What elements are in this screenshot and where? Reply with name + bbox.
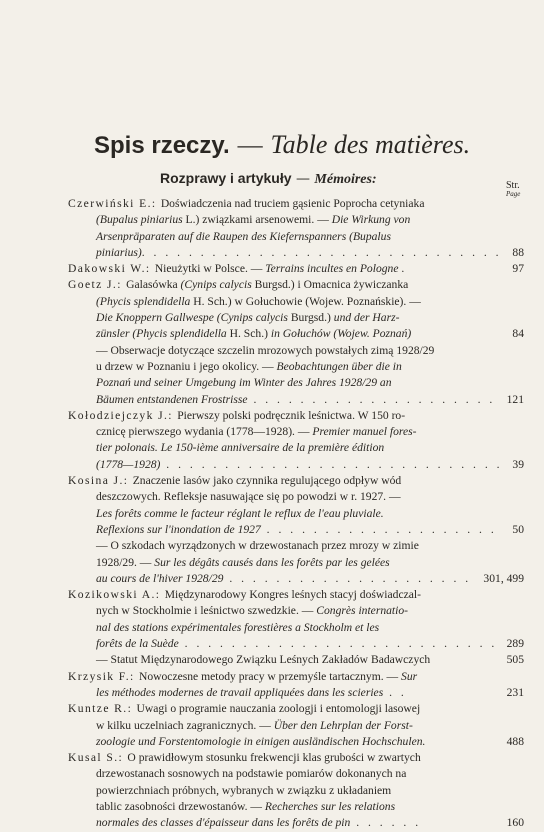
page-number: 88 bbox=[512, 245, 524, 259]
toc-line bbox=[68, 392, 524, 408]
toc-entry bbox=[68, 343, 524, 408]
leader-dots: . . . . . . . . . . . . . . . . . . . . . bbox=[247, 392, 496, 406]
entry-text-italic: piniarius) bbox=[96, 245, 142, 259]
toc-line bbox=[68, 799, 524, 815]
toc-line bbox=[68, 310, 524, 326]
entry-text-italic: tier polonais. Le 150-ième anniversaire de la première édition bbox=[96, 441, 385, 455]
entry-text: — Obserwacje dotyczące szczelin mrozowych powstałych zimą 1928/29 bbox=[96, 343, 435, 357]
toc-entry bbox=[68, 701, 524, 750]
entry-text: Galasówka bbox=[126, 278, 181, 292]
entry-text-italic: Bäumen entstandenen Frostrisse bbox=[96, 392, 248, 406]
toc-entry bbox=[68, 473, 524, 538]
entry-text: — O szkodach wyrządzonych w drzewostanach przez mrozy w zimie bbox=[96, 539, 419, 553]
entry-text-italic: nal des stations expérimentales forestières a Stockholm et les bbox=[96, 620, 380, 634]
leader-dots: . . . . . . . . . . . . . . . . . . . . . bbox=[223, 571, 472, 585]
toc-line bbox=[68, 294, 524, 310]
entry-text-italic: au cours de l'hiver 1928/29 bbox=[96, 571, 224, 585]
author-name: Kozikowski A.: bbox=[68, 588, 165, 602]
entry-text: nych w Stockholmie i leśnictwo szwedzkie. — bbox=[96, 604, 317, 618]
page-number: 488 bbox=[506, 734, 524, 748]
entry-text: Uwagi o programie nauczania zoologji i entomologji lasowej bbox=[136, 702, 421, 716]
toc-entry bbox=[68, 277, 524, 342]
author-name: Czerwiński E.: bbox=[68, 197, 161, 210]
author-name: Kołodziejczyk J.: bbox=[68, 408, 178, 422]
entry-text-italic: Recherches sur les relations bbox=[264, 799, 396, 813]
section-polish: Rozprawy i artykuły bbox=[160, 170, 292, 186]
toc-line bbox=[68, 652, 524, 668]
toc-line bbox=[68, 766, 524, 782]
entry-text: — Statut Międzynarodowego Związku Leśnych Zakładów Badawczych bbox=[96, 653, 431, 667]
toc-line bbox=[68, 440, 524, 456]
entry-text: Burgsd.) i Omacnica żywiczanka bbox=[251, 278, 409, 292]
toc-line bbox=[68, 212, 524, 228]
toc-line bbox=[68, 815, 524, 831]
entry-text: w kilku uczelniach zagranicznych. — bbox=[96, 718, 274, 732]
toc-entry bbox=[68, 587, 524, 652]
entry-text: powierzchniach próbnych, wybranych w związku z układaniem bbox=[96, 783, 392, 797]
toc-line bbox=[68, 555, 524, 571]
toc-line bbox=[68, 538, 524, 554]
entry-text: Burgsd.) bbox=[287, 311, 334, 325]
leader-dots: . . . . . . bbox=[350, 816, 422, 830]
toc-line bbox=[68, 603, 524, 619]
toc-line bbox=[68, 457, 524, 473]
toc-line bbox=[68, 196, 524, 212]
entry-text-italic: Congrès internatio- bbox=[316, 604, 409, 618]
toc-line bbox=[68, 277, 524, 293]
toc-entry bbox=[68, 408, 524, 473]
entry-text-italic: Poznań und seiner Umgebung im Winter des Jahres 1928/29 an bbox=[96, 376, 392, 390]
entry-text-italic: les méthodes modernes de travail appliquées dans les scieries bbox=[96, 685, 384, 699]
entry-text-italic: zünsler (Phycis splendidella bbox=[96, 327, 227, 341]
leader-dots: . . . . . . . . . . . . . . . . . . . . . . . . . . . bbox=[178, 637, 498, 651]
section-heading bbox=[160, 170, 460, 188]
toc-line bbox=[68, 424, 524, 440]
entry-text-italic: zoologie und Forstentomologie in einigen ausländischen Hochschulen. bbox=[96, 734, 426, 748]
entry-text-italic: Les forêts comme le facteur réglant le reflux de l'eau pluviale. bbox=[96, 506, 384, 520]
title-dash: — bbox=[237, 132, 263, 159]
leader-dots: . . . . . . . . . . . . . . . . . . . . . . . . . . . . . bbox=[160, 457, 503, 471]
entry-text: cznicę pierwszego wydania (1778—1928). — bbox=[96, 425, 313, 439]
toc-line bbox=[68, 685, 524, 701]
author-name: Kusal S.: bbox=[68, 751, 128, 765]
page-number: 97 bbox=[512, 262, 524, 276]
entry-text-italic: (Cynips calycis bbox=[180, 278, 252, 292]
page-title bbox=[94, 130, 504, 160]
page-number: 50 bbox=[512, 522, 524, 536]
entry-text-italic: (1778—1928) bbox=[96, 457, 161, 471]
toc-line bbox=[68, 620, 524, 636]
author-name: Kuntze R.: bbox=[68, 702, 137, 716]
toc-entry bbox=[68, 538, 524, 587]
toc-line bbox=[68, 261, 524, 277]
page-number: 289 bbox=[506, 637, 524, 651]
entry-text-italic: Terrains incultes en Pologne bbox=[265, 262, 399, 276]
toc-line bbox=[68, 375, 524, 391]
toc-entry bbox=[68, 750, 524, 831]
page-number: 301, 499 bbox=[483, 571, 524, 585]
toc-line bbox=[68, 326, 524, 342]
section-french: Mémoires: bbox=[314, 172, 377, 187]
entry-text: Pierwszy polski podręcznik leśnictwa. W 150 ro- bbox=[177, 408, 406, 422]
page-number: 121 bbox=[506, 392, 524, 406]
toc-line bbox=[68, 343, 524, 359]
table-of-contents bbox=[68, 196, 524, 832]
entry-text-italic: Beobachtungen über die in bbox=[276, 359, 402, 373]
leader-dots: . . . . . . . . . . . . . . . . . . . . . . . . . . . . . . . bbox=[141, 245, 502, 259]
page-number: 231 bbox=[506, 685, 524, 699]
entry-text: L.) związkami arsenowemi. — bbox=[182, 213, 332, 227]
entry-text-italic: Die Knoppern Gallwespe (Cynips calycis bbox=[96, 311, 288, 325]
title-polish: Spis rzeczy. bbox=[94, 132, 230, 159]
toc-entry bbox=[68, 261, 524, 277]
entry-text-italic: (Bupalus piniarius bbox=[96, 213, 183, 227]
toc-line bbox=[68, 669, 524, 685]
leader-dots: . . bbox=[383, 685, 407, 699]
toc-line bbox=[68, 489, 524, 505]
leader-dots: . bbox=[398, 262, 405, 276]
entry-text-italic: Premier manuel fores- bbox=[312, 425, 417, 439]
toc-entry bbox=[68, 652, 524, 668]
toc-line bbox=[68, 522, 524, 538]
page-number: 39 bbox=[512, 457, 524, 471]
entry-text-italic: Die Wirkung von bbox=[331, 213, 411, 227]
author-name: Kosina J.: bbox=[68, 474, 133, 488]
entry-text-italic: Arsenpräparaten auf die Raupen des Kiefernspanners (Bupalus bbox=[96, 229, 391, 243]
toc-line bbox=[68, 408, 524, 424]
toc-entry bbox=[68, 196, 524, 261]
section-dash: — bbox=[295, 171, 310, 187]
author-name: Dakowski W.: bbox=[68, 262, 155, 276]
toc-line bbox=[68, 750, 524, 766]
entry-text: H. Sch.) bbox=[226, 327, 271, 341]
entry-text: Znaczenie lasów jako czynnika regulującego odpływ wód bbox=[132, 474, 402, 488]
entry-text: 1928/29. — bbox=[96, 555, 155, 569]
toc-line bbox=[68, 718, 524, 734]
entry-text-italic: Sur bbox=[401, 669, 418, 683]
entry-text: drzewostanach sosnowych na podstawie pomiarów dokonanych na bbox=[96, 767, 407, 781]
page-number: 160 bbox=[506, 816, 524, 830]
toc-line bbox=[68, 734, 524, 750]
toc-line bbox=[68, 245, 524, 261]
toc-line bbox=[68, 701, 524, 717]
entry-text: O prawidłowym stosunku frekwencji klas grubości w zwartych bbox=[127, 751, 421, 765]
toc-line bbox=[68, 571, 524, 587]
toc-line bbox=[68, 359, 524, 375]
entry-text: Doświadczenia nad truciem gąsienic Poprocha cetyniaka bbox=[160, 197, 425, 210]
toc-line bbox=[68, 587, 524, 603]
toc-line bbox=[68, 506, 524, 522]
author-name: Goetz J.: bbox=[68, 278, 127, 292]
page-number: 505 bbox=[506, 653, 524, 667]
leader-dots: . . . . . . . . . . . . . . . . . . . . bbox=[260, 522, 497, 536]
entry-text: Nieużytki w Polsce. — bbox=[154, 262, 266, 276]
entry-text-italic: forêts de la Suède bbox=[96, 637, 179, 651]
toc-line bbox=[68, 636, 524, 652]
title-french: Table des matières. bbox=[270, 130, 471, 159]
toc-line bbox=[68, 473, 524, 489]
page-number: 84 bbox=[512, 327, 524, 341]
toc-line bbox=[68, 229, 524, 245]
entry-text-italic: normales des classes d'épaisseur dans les forêts de pin bbox=[96, 816, 351, 830]
entry-text-italic: Über den Lehrplan der Forst- bbox=[273, 718, 413, 732]
entry-text-italic: Sur les dégâts causés dans les forêts par les gelées bbox=[154, 555, 390, 569]
entry-text: Międzynarodowy Kongres leśnych stacyj doświadczal- bbox=[164, 588, 421, 602]
entry-text-italic: (Phycis splendidella bbox=[96, 294, 191, 308]
entry-text-italic: in Gołuchów (Wojew. Poznań) bbox=[270, 327, 412, 341]
toc-entry bbox=[68, 669, 524, 702]
entry-text: H. Sch.) w Gołuchowie (Wojew. Poznańskie). — bbox=[190, 294, 421, 308]
entry-text: tablic zasobności drzewostanów. — bbox=[96, 799, 265, 813]
entry-text-italic: und der Harz- bbox=[333, 311, 400, 325]
entry-text: Nowoczesne metody pracy w przemyśle tartacznym. — bbox=[138, 669, 402, 683]
toc-line bbox=[68, 783, 524, 799]
entry-text: deszczowych. Refleksje nasuwające się po powodzi w r. 1927. — bbox=[96, 490, 401, 504]
entry-text-italic: Reflexions sur l'inondation de 1927 bbox=[96, 522, 261, 536]
entry-text: u drzew w Poznaniu i jego okolicy. — bbox=[96, 359, 277, 373]
column-header-str: Str. bbox=[506, 180, 520, 191]
column-header-page: Page bbox=[506, 190, 521, 198]
author-name: Krzysik F.: bbox=[68, 669, 139, 683]
